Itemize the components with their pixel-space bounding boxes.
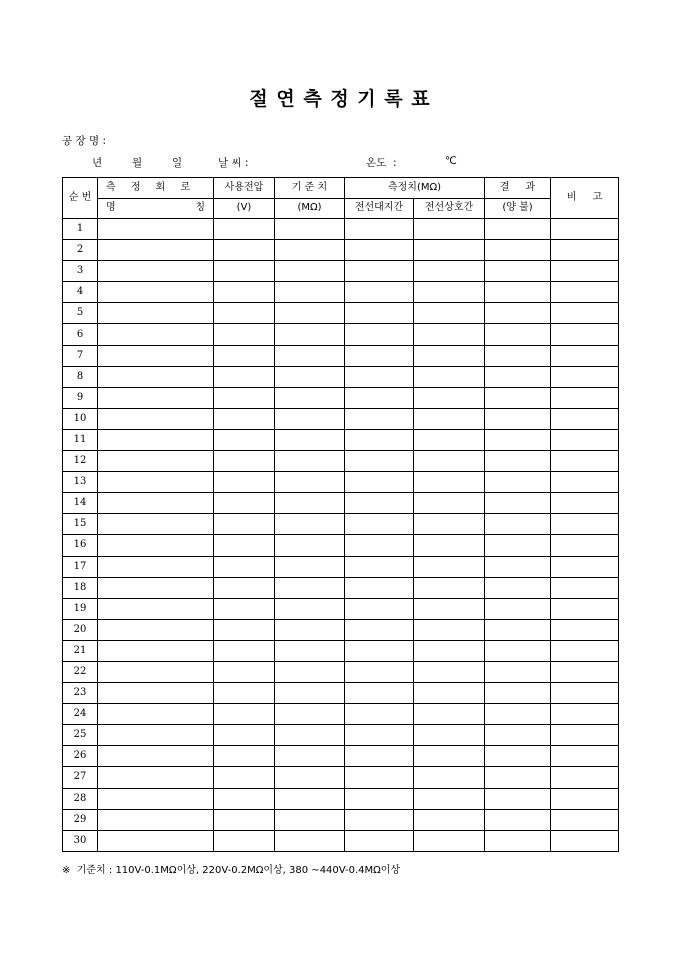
row-number: 18	[63, 577, 98, 598]
circuit-name-cell[interactable]	[98, 345, 214, 366]
voltage-cell[interactable]	[214, 809, 275, 830]
remarks-cell[interactable]	[551, 704, 619, 725]
result-cell[interactable]	[485, 387, 551, 408]
remarks-cell[interactable]	[551, 683, 619, 704]
date-month-label: 월	[132, 157, 143, 169]
ground-insulation-cell[interactable]	[345, 324, 414, 345]
voltage-cell[interactable]	[214, 767, 275, 788]
header-circuit-name	[98, 198, 214, 219]
mutual-insulation-cell[interactable]	[414, 345, 485, 366]
circuit-name-cell[interactable]	[98, 240, 214, 261]
circuit-name-cell[interactable]	[98, 683, 214, 704]
circuit-name-cell[interactable]	[98, 282, 214, 303]
result-cell[interactable]	[485, 240, 551, 261]
result-cell[interactable]	[485, 261, 551, 282]
voltage-cell[interactable]	[214, 387, 275, 408]
mutual-insulation-cell[interactable]	[414, 282, 485, 303]
standard-cell[interactable]	[275, 429, 345, 450]
voltage-cell[interactable]	[214, 577, 275, 598]
mutual-insulation-cell[interactable]	[414, 219, 485, 240]
circuit-name-cell[interactable]	[98, 429, 214, 450]
table-row	[63, 514, 619, 535]
standard-cell[interactable]	[275, 345, 345, 366]
ground-insulation-cell[interactable]	[345, 282, 414, 303]
table-row	[63, 451, 619, 472]
result-cell[interactable]	[485, 556, 551, 577]
row-number: 21	[63, 640, 98, 661]
voltage-cell[interactable]	[214, 451, 275, 472]
circuit-name-cell[interactable]	[98, 493, 214, 514]
header-no: 순 번	[63, 178, 98, 219]
table-row	[63, 746, 619, 767]
voltage-cell[interactable]	[214, 324, 275, 345]
result-cell[interactable]	[485, 366, 551, 387]
row-number: 1	[63, 219, 98, 240]
voltage-cell[interactable]	[214, 535, 275, 556]
row-number: 23	[63, 683, 98, 704]
row-number: 3	[63, 261, 98, 282]
circuit-name-cell[interactable]	[98, 830, 214, 851]
result-cell[interactable]	[485, 408, 551, 429]
temperature-unit: ℃	[445, 155, 457, 167]
mutual-insulation-cell[interactable]	[414, 767, 485, 788]
voltage-cell[interactable]	[214, 704, 275, 725]
mutual-insulation-cell[interactable]	[414, 493, 485, 514]
voltage-cell[interactable]	[214, 598, 275, 619]
remarks-cell[interactable]	[551, 451, 619, 472]
table-row	[63, 640, 619, 661]
header-circuit-name-a: 명	[106, 202, 116, 214]
table-row	[63, 303, 619, 324]
table-row	[63, 788, 619, 809]
row-number: 13	[63, 472, 98, 493]
mutual-insulation-cell[interactable]	[414, 598, 485, 619]
standard-cell[interactable]	[275, 619, 345, 640]
circuit-name-cell[interactable]	[98, 767, 214, 788]
standard-cell[interactable]	[275, 219, 345, 240]
mutual-insulation-cell[interactable]	[414, 619, 485, 640]
remarks-cell[interactable]	[551, 240, 619, 261]
mutual-insulation-cell[interactable]	[414, 683, 485, 704]
standard-cell[interactable]	[275, 535, 345, 556]
mutual-insulation-cell[interactable]	[414, 725, 485, 746]
ground-insulation-cell[interactable]	[345, 640, 414, 661]
standard-cell[interactable]	[275, 809, 345, 830]
table-row	[63, 387, 619, 408]
ground-insulation-cell[interactable]	[345, 366, 414, 387]
circuit-name-cell[interactable]	[98, 219, 214, 240]
circuit-name-cell[interactable]	[98, 640, 214, 661]
voltage-cell[interactable]	[214, 661, 275, 682]
result-cell[interactable]	[485, 303, 551, 324]
ground-insulation-cell[interactable]	[345, 261, 414, 282]
row-number: 7	[63, 345, 98, 366]
ground-insulation-cell[interactable]	[345, 493, 414, 514]
mutual-insulation-cell[interactable]	[414, 640, 485, 661]
remarks-cell[interactable]	[551, 556, 619, 577]
measurement-table	[62, 177, 619, 852]
voltage-cell[interactable]	[214, 640, 275, 661]
result-cell[interactable]	[485, 219, 551, 240]
ground-insulation-cell[interactable]	[345, 387, 414, 408]
result-cell[interactable]	[485, 661, 551, 682]
table-row	[63, 809, 619, 830]
voltage-cell[interactable]	[214, 472, 275, 493]
ground-insulation-cell[interactable]	[345, 725, 414, 746]
row-number: 2	[63, 240, 98, 261]
mutual-insulation-cell[interactable]	[414, 472, 485, 493]
mutual-insulation-cell[interactable]	[414, 303, 485, 324]
row-number: 20	[63, 619, 98, 640]
standard-cell[interactable]	[275, 767, 345, 788]
table-row	[63, 535, 619, 556]
remarks-cell[interactable]	[551, 429, 619, 450]
result-cell[interactable]	[485, 598, 551, 619]
row-number: 25	[63, 725, 98, 746]
standard-cell[interactable]	[275, 408, 345, 429]
ground-insulation-cell[interactable]	[345, 746, 414, 767]
voltage-cell[interactable]	[214, 408, 275, 429]
result-cell[interactable]	[485, 809, 551, 830]
row-number: 26	[63, 746, 98, 767]
voltage-cell[interactable]	[214, 366, 275, 387]
circuit-name-cell[interactable]	[98, 472, 214, 493]
result-cell[interactable]	[485, 725, 551, 746]
ground-insulation-cell[interactable]	[345, 661, 414, 682]
table-row	[63, 472, 619, 493]
result-cell[interactable]	[485, 345, 551, 366]
mutual-insulation-cell[interactable]	[414, 366, 485, 387]
mutual-insulation-cell[interactable]	[414, 661, 485, 682]
mutual-insulation-cell[interactable]	[414, 514, 485, 535]
voltage-cell[interactable]	[214, 683, 275, 704]
standard-cell[interactable]	[275, 366, 345, 387]
mutual-insulation-cell[interactable]	[414, 324, 485, 345]
remarks-cell[interactable]	[551, 303, 619, 324]
header-standard: 기 준 치	[275, 178, 345, 199]
voltage-cell[interactable]	[214, 261, 275, 282]
remarks-cell[interactable]	[551, 219, 619, 240]
row-number: 12	[63, 451, 98, 472]
row-number: 14	[63, 493, 98, 514]
result-cell[interactable]	[485, 493, 551, 514]
table-row	[63, 830, 619, 851]
row-number: 15	[63, 514, 98, 535]
remarks-cell[interactable]	[551, 514, 619, 535]
row-number: 8	[63, 366, 98, 387]
remarks-cell[interactable]	[551, 661, 619, 682]
mutual-insulation-cell[interactable]	[414, 788, 485, 809]
standard-cell[interactable]	[275, 240, 345, 261]
circuit-name-cell[interactable]	[98, 746, 214, 767]
table-row	[63, 366, 619, 387]
ground-insulation-cell[interactable]	[345, 472, 414, 493]
ground-insulation-cell[interactable]	[345, 429, 414, 450]
mutual-insulation-cell[interactable]	[414, 451, 485, 472]
result-cell[interactable]	[485, 767, 551, 788]
standard-cell[interactable]	[275, 303, 345, 324]
standard-cell[interactable]	[275, 704, 345, 725]
standard-cell[interactable]	[275, 830, 345, 851]
circuit-name-cell[interactable]	[98, 261, 214, 282]
voltage-cell[interactable]	[214, 830, 275, 851]
standard-cell[interactable]	[275, 640, 345, 661]
row-number: 9	[63, 387, 98, 408]
ground-insulation-cell[interactable]	[345, 577, 414, 598]
standard-cell[interactable]	[275, 577, 345, 598]
result-cell[interactable]	[485, 451, 551, 472]
remarks-cell[interactable]	[551, 345, 619, 366]
header-measured: 측정치(MΩ)	[345, 178, 485, 199]
table-row	[63, 408, 619, 429]
result-cell[interactable]	[485, 683, 551, 704]
row-number: 6	[63, 324, 98, 345]
result-cell[interactable]	[485, 830, 551, 851]
remarks-cell[interactable]	[551, 725, 619, 746]
standard-cell[interactable]	[275, 261, 345, 282]
voltage-cell[interactable]	[214, 788, 275, 809]
mutual-insulation-cell[interactable]	[414, 535, 485, 556]
mutual-insulation-cell[interactable]	[414, 408, 485, 429]
circuit-name-cell[interactable]	[98, 788, 214, 809]
ground-insulation-cell[interactable]	[345, 683, 414, 704]
mutual-insulation-cell[interactable]	[414, 240, 485, 261]
circuit-name-cell[interactable]	[98, 556, 214, 577]
remarks-cell[interactable]	[551, 809, 619, 830]
ground-insulation-cell[interactable]	[345, 535, 414, 556]
voltage-cell[interactable]	[214, 725, 275, 746]
standard-cell[interactable]	[275, 598, 345, 619]
standard-cell[interactable]	[275, 514, 345, 535]
ground-insulation-cell[interactable]	[345, 767, 414, 788]
remarks-cell[interactable]	[551, 535, 619, 556]
ground-insulation-cell[interactable]	[345, 240, 414, 261]
header-standard-unit: (MΩ)	[275, 198, 345, 219]
table-row	[63, 767, 619, 788]
row-number: 28	[63, 788, 98, 809]
standard-cell[interactable]	[275, 324, 345, 345]
table-row	[63, 240, 619, 261]
table-row	[63, 725, 619, 746]
voltage-cell[interactable]	[214, 746, 275, 767]
standard-cell[interactable]	[275, 788, 345, 809]
page-title: 절 연 측 정 기 록 표	[249, 88, 431, 110]
table-row	[63, 282, 619, 303]
standard-cell[interactable]	[275, 451, 345, 472]
remarks-cell[interactable]	[551, 598, 619, 619]
circuit-name-cell[interactable]	[98, 577, 214, 598]
table-row	[63, 429, 619, 450]
ground-insulation-cell[interactable]	[345, 219, 414, 240]
row-number: 11	[63, 429, 98, 450]
header-measured-ground: 전선대지간	[345, 198, 414, 219]
row-number: 27	[63, 767, 98, 788]
table-row	[63, 661, 619, 682]
remarks-cell[interactable]	[551, 767, 619, 788]
voltage-cell[interactable]	[214, 303, 275, 324]
temperature-label: 온도 :	[366, 157, 397, 169]
header-voltage: 사용전압	[214, 178, 275, 199]
ground-insulation-cell[interactable]	[345, 408, 414, 429]
result-cell[interactable]	[485, 282, 551, 303]
voltage-cell[interactable]	[214, 429, 275, 450]
standard-cell[interactable]	[275, 661, 345, 682]
mutual-insulation-cell[interactable]	[414, 746, 485, 767]
header-circuit-name-b: 칭	[195, 202, 205, 214]
date-day-label: 일	[172, 157, 183, 169]
standard-cell[interactable]	[275, 282, 345, 303]
table-row	[63, 261, 619, 282]
circuit-name-cell[interactable]	[98, 704, 214, 725]
ground-insulation-cell[interactable]	[345, 345, 414, 366]
weather-label: 날 씨 :	[218, 157, 249, 169]
table-row	[63, 345, 619, 366]
remarks-cell[interactable]	[551, 788, 619, 809]
mutual-insulation-cell[interactable]	[414, 577, 485, 598]
result-cell[interactable]	[485, 514, 551, 535]
ground-insulation-cell[interactable]	[345, 514, 414, 535]
voltage-cell[interactable]	[214, 514, 275, 535]
circuit-name-cell[interactable]	[98, 303, 214, 324]
voltage-cell[interactable]	[214, 493, 275, 514]
voltage-cell[interactable]	[214, 619, 275, 640]
table-row	[63, 219, 619, 240]
mutual-insulation-cell[interactable]	[414, 261, 485, 282]
circuit-name-cell[interactable]	[98, 809, 214, 830]
remarks-cell[interactable]	[551, 282, 619, 303]
table-row	[63, 556, 619, 577]
standard-cell[interactable]	[275, 472, 345, 493]
circuit-name-cell[interactable]	[98, 514, 214, 535]
circuit-name-cell[interactable]	[98, 408, 214, 429]
row-number: 29	[63, 809, 98, 830]
standard-cell[interactable]	[275, 683, 345, 704]
standard-cell[interactable]	[275, 493, 345, 514]
factory-name-label: 공 장 명 :	[62, 135, 106, 147]
ground-insulation-cell[interactable]	[345, 451, 414, 472]
circuit-name-cell[interactable]	[98, 324, 214, 345]
mutual-insulation-cell[interactable]	[414, 387, 485, 408]
header-remarks: 비 고	[551, 178, 619, 219]
ground-insulation-cell[interactable]	[345, 303, 414, 324]
remarks-cell[interactable]	[551, 472, 619, 493]
table-row	[63, 704, 619, 725]
circuit-name-cell[interactable]	[98, 619, 214, 640]
row-number: 30	[63, 830, 98, 851]
footnote: ※ 기준치 : 110V-0.1MΩ이상, 220V-0.2MΩ이상, 380 ~440V-0.4MΩ이상	[62, 865, 401, 876]
date-year-label: 년	[92, 157, 103, 169]
ground-insulation-cell[interactable]	[345, 556, 414, 577]
remarks-cell[interactable]	[551, 387, 619, 408]
voltage-cell[interactable]	[214, 282, 275, 303]
row-number: 19	[63, 598, 98, 619]
table-row	[63, 619, 619, 640]
result-cell[interactable]	[485, 324, 551, 345]
row-number: 22	[63, 661, 98, 682]
result-cell[interactable]	[485, 429, 551, 450]
mutual-insulation-cell[interactable]	[414, 429, 485, 450]
row-number: 16	[63, 535, 98, 556]
header-result: 결 과	[485, 178, 551, 199]
circuit-name-cell[interactable]	[98, 725, 214, 746]
remarks-cell[interactable]	[551, 324, 619, 345]
header-measured-mutual: 전선상호간	[414, 198, 485, 219]
table-row	[63, 577, 619, 598]
remarks-cell[interactable]	[551, 830, 619, 851]
row-number: 4	[63, 282, 98, 303]
remarks-cell[interactable]	[551, 261, 619, 282]
mutual-insulation-cell[interactable]	[414, 809, 485, 830]
ground-insulation-cell[interactable]	[345, 704, 414, 725]
table-row	[63, 324, 619, 345]
mutual-insulation-cell[interactable]	[414, 830, 485, 851]
remarks-cell[interactable]	[551, 746, 619, 767]
result-cell[interactable]	[485, 640, 551, 661]
table-row	[63, 493, 619, 514]
result-cell[interactable]	[485, 788, 551, 809]
header-circuit: 측 정 회 로	[98, 178, 214, 199]
ground-insulation-cell[interactable]	[345, 619, 414, 640]
standard-cell[interactable]	[275, 746, 345, 767]
result-cell[interactable]	[485, 535, 551, 556]
row-number: 24	[63, 704, 98, 725]
remarks-cell[interactable]	[551, 619, 619, 640]
mutual-insulation-cell[interactable]	[414, 556, 485, 577]
result-cell[interactable]	[485, 746, 551, 767]
table-row	[63, 598, 619, 619]
row-number: 5	[63, 303, 98, 324]
ground-insulation-cell[interactable]	[345, 809, 414, 830]
remarks-cell[interactable]	[551, 408, 619, 429]
table-row	[63, 683, 619, 704]
circuit-name-cell[interactable]	[98, 535, 214, 556]
result-cell[interactable]	[485, 577, 551, 598]
circuit-name-cell[interactable]	[98, 387, 214, 408]
standard-cell[interactable]	[275, 556, 345, 577]
standard-cell[interactable]	[275, 387, 345, 408]
voltage-cell[interactable]	[214, 240, 275, 261]
mutual-insulation-cell[interactable]	[414, 704, 485, 725]
header-voltage-unit: (V)	[214, 198, 275, 219]
remarks-cell[interactable]	[551, 493, 619, 514]
result-cell[interactable]	[485, 472, 551, 493]
circuit-name-cell[interactable]	[98, 598, 214, 619]
row-number: 10	[63, 408, 98, 429]
circuit-name-cell[interactable]	[98, 661, 214, 682]
ground-insulation-cell[interactable]	[345, 830, 414, 851]
voltage-cell[interactable]	[214, 219, 275, 240]
remarks-cell[interactable]	[551, 366, 619, 387]
result-cell[interactable]	[485, 619, 551, 640]
voltage-cell[interactable]	[214, 556, 275, 577]
remarks-cell[interactable]	[551, 640, 619, 661]
standard-cell[interactable]	[275, 725, 345, 746]
row-number: 17	[63, 556, 98, 577]
result-cell[interactable]	[485, 704, 551, 725]
circuit-name-cell[interactable]	[98, 366, 214, 387]
voltage-cell[interactable]	[214, 345, 275, 366]
circuit-name-cell[interactable]	[98, 451, 214, 472]
remarks-cell[interactable]	[551, 577, 619, 598]
header-result-pass-fail: (양 불)	[485, 198, 551, 219]
ground-insulation-cell[interactable]	[345, 598, 414, 619]
ground-insulation-cell[interactable]	[345, 788, 414, 809]
